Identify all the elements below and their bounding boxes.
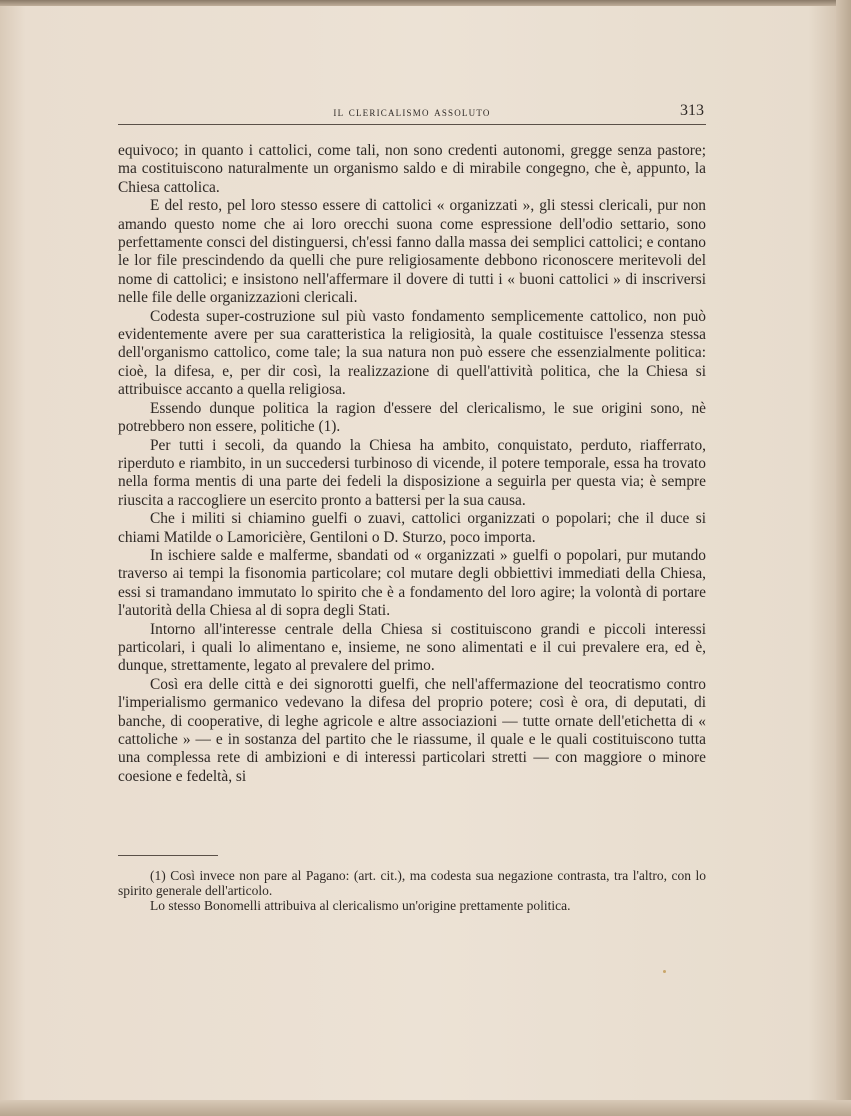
footnote-1: (1) Così invece non pare al Pagano: (art. cit.), ma codesta sua negazione contrasta, tra l'altro, con lo spirito generale dell'articolo. (118, 868, 706, 898)
paragraph-2: E del resto, pel loro stesso essere di cattolici « organizzati », gli stessi clericali, pur non amando questo nome che ai loro orecchi suona come espressione dell'odio settario, sono perfettamente consci del distinguersi, ch'essi fanno dalla massa dei semplici cattolici; e contano le lor file prescindendo da quelli che pure religiosamente debbono riconoscere meritevoli del nome di cattolici; e insistono nell'affermare il dovere di tutti i « buoni cattolici » di inscriversi nelle file delle organizzazioni clericali. (118, 197, 706, 307)
paragraph-3: Codesta super-costruzione sul più vasto fondamento semplicemente cattolico, non può evidentemente avere per sua caratteristica la religiosità, la quale costituisce l'essenza stessa dell'organismo cattolico, come tale; la sua natura non può essere che essenzialmente politica: cioè, la difesa, e, per dir così, la realizzazione di quell'attività politica, che la Chiesa si attribuisce accanto a quella religiosa. (118, 307, 706, 399)
body-text (118, 142, 706, 786)
paragraph-8: Intorno all'interesse centrale della Chiesa si costituiscono grandi e piccoli interessi particolari, i quali lo alimentano e, insieme, ne sono alimentati e il cui prevalere era, ed è, dunque, strettamente, legato al prevalere del primo. (118, 620, 706, 675)
paragraph-7: In ischiere salde e malferme, sbandati od « organizzati » guelfi o popolari, pur mutando traverso ai tempi la fisonomia particolare; col mutare degli obbiettivi immediati della Chiesa, essi si tramandano immutato lo spirito che è a fondamento del loro agire; la volontà di portare l'autorità della Chiesa al di sopra degli Stati. (118, 546, 706, 620)
paragraph-4: Essendo dunque politica la ragion d'essere del clericalismo, le sue origini sono, nè potrebbero non essere, politiche (1). (118, 399, 706, 436)
paper-speck (663, 970, 666, 973)
paragraph-9: Così era delle città e dei signorotti guelfi, che nell'affermazione del teocratismo contro l'imperialismo germanico vedevano la difesa del proprio potere; così è ora, di deputati, di banche, di cooperative, di leghe agricole e altre associazioni — tutte ornate dell'etichetta di « cattoliche » — e in sostanza del partito che le riassume, il quale e le quali costituiscono tutta una complessa rete di ambizioni e di interessi particolari stretti — con maggiore o minore coesione e fedeltà, si (118, 675, 706, 785)
footnote-2: Lo stesso Bonomelli attribuiva al clericalismo un'origine prettamente politica. (150, 898, 571, 913)
footnote-rule (118, 855, 218, 856)
paragraph-6: Che i militi si chiamino guelfi o zuavi, cattolici organizzati o popolari; che il duce si chiami Matilde o Lamoricière, Gentiloni o D. Sturzo, poco importa. (118, 510, 706, 546)
page-number: 313 (680, 102, 704, 119)
page-bottom-edge (0, 1100, 851, 1116)
page-right-edge (836, 0, 851, 1116)
paragraph-5: Per tutti i secoli, da quando la Chiesa ha ambito, conquistato, perduto, riafferrato, riperduto e riambito, in un succedersi turbinoso di vicende, il potere temporale, essa ha trovato nella forma mentis di una parte dei fedeli la disposizione a seguirla per questa via; è sempre riuscita a raccogliere un esercito pronto a battersi per la sua causa. (118, 436, 706, 509)
header-rule (118, 124, 706, 125)
running-title: il clericalismo assoluto (333, 104, 491, 119)
page-top-edge (0, 0, 851, 6)
footnotes (118, 868, 706, 913)
paragraph-1: equivoco; in quanto i cattolici, come tali, non sono credenti autonomi, gregge senza pastore; ma costituiscono naturalmente un organismo saldo e di mirabile congegno, che è, appunto, la Chiesa cattolica. (118, 142, 706, 196)
running-head (118, 102, 706, 124)
